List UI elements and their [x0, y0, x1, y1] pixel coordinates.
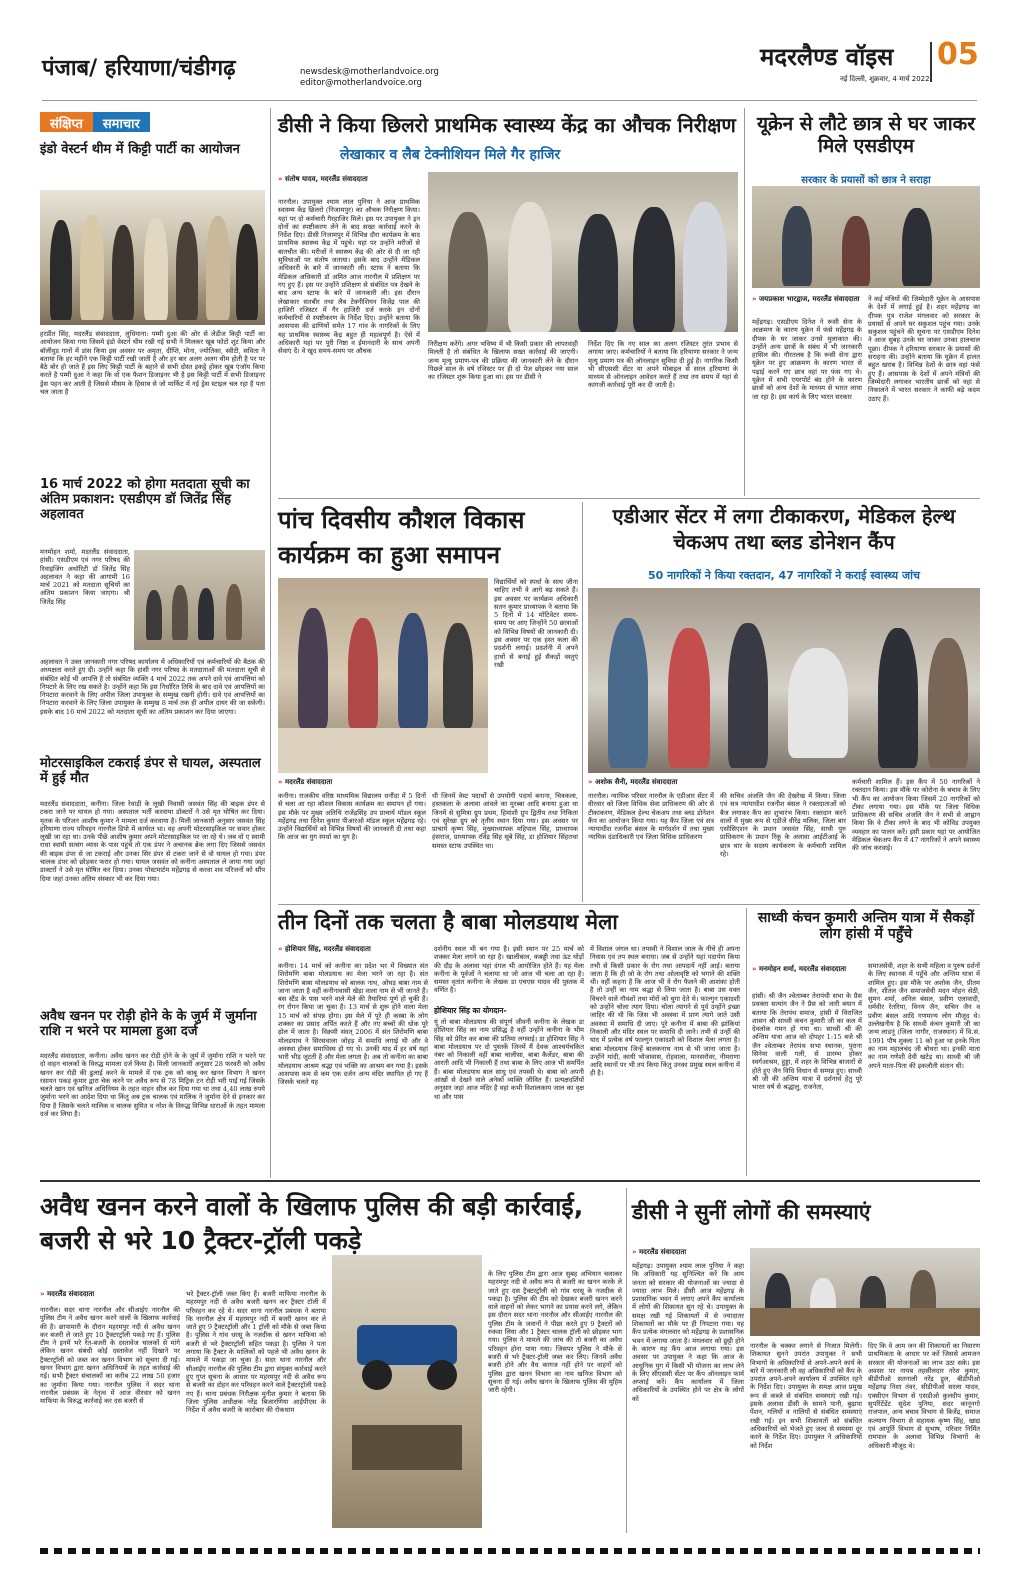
skill-side: विद्यार्थियों को स्पर्धा के साथ जीना चाहिए तभी वे आगे बढ़ सकते हैं। इस अवसर पर कार्यक्रम अधिकारी सतन कुमार प्राध्यापक ने बताया कि 5 दिनों में 14 मोटिवेटर समय-समय पर आए जिन्होंने 50 छात्राओं को विभिन्न विषयों की जानकारी दी। इस अवसर पर एक हस्त कला की प्रदर्शनी लगाई। प्रदर्शनी में अपने हाथों से बनाई हुई सैकड़ों वस्तुएं रखी	[494, 578, 578, 669]
brief-b3: मदरलैंड संवाददाता, कनीना। जिला रेवाड़ी के लूखी निवासी जसवंत सिंह की बाइक डंपर से टकरा जाने पर घायल हो गया। अस्पताल भर्ती करवाया डॉक्टरों ने उसे मृत घोषित कर दिया। मृतक के परिजन आशीष कुमार ने मामला दर्ज करवाया है। मिली जानकारी अनुसार जसवंत सिंह हरियाणा राज्य परिवहन नारनौल डिपो में कार्यरत था। वह अपनी मोटरसाइकिल पर सवार होकर लूखी जा रहा था। उनके पीछे आशीष कुमार अपने मोटरसाइकिल पर जा रहे थे। जब वो ए स्वामी राधा स्वामी सत्संग व्यास के पास पहुंचे तो एक डंपर ने अचानक ब्रेक लगा दिए जिससे जसवंत की बाइक डंपर से जा टकराई और उनका सिर डंपर से टकरा जाने से वो घायल हो गया। डंपर चालक डंपर को छोड़कर फरार हो गया। घायल जसवंत को कनीना अस्पताल ले जाया गया जहां डाक्टरों ने उसे मृत घोषित कर दिया। उनका पोस्टमार्टम महेंद्रगढ़ से करवा शव परिजनों को सौंप दिया जहां उनका अंतिम संस्कार भी कर दिया गया।	[40, 800, 265, 883]
dc2-col2: नारनौल के चक्कर लगाने से निजात मिलेगी। शिकायत सुनने उपरांत उपायुक्त ने सभी विभागों के अधिकारियों से अपने-अपने कार्य के बारे में जानकारी ली वह अधिकारियों को कैंप के उपरांत अपने-अपने कार्यालय में उपस्थित रहने के निर्देश दिए। उपायुक्त के समक्ष आज प्रमुख रूप से कब्जे से संबंधित समस्याएं रखी गई। इसके अलावा डीसी के सामने पानी, बुढ़ापा पेंशन, गलियों व नालियों से संबंधित समस्याएं रखी गई। इन सभी शिकायतों को संबंधित अधिकारियों को भेजते हुए जल्द से समस्या दूर करने के निर्देश दिए। उपायुक्त ने अधिकारियों को निर्देश	[750, 1342, 862, 1450]
dc2-title: डीसी ने सुनीं लोगों की समस्याएं	[632, 1200, 871, 1224]
brief-h3: मोटरसाइकिल टकराई डंपर से घायल, अस्पताल में हुई मौत	[40, 756, 261, 786]
ukraine-col1: महेंद्रगढ़। एसडीएम दिनेश ने रूसी सेना के आक्रमण के कारण यूक्रेन में फंसे महेंद्रगढ़ के दीपक के घर जाकर उनसे मुलाकात की। उन्होंने अन्य छात्रों के संबंध में भी जानकारी हासिल की। गौरतलब है कि रूसी सेना द्वारा यूक्रेन पर हुए आक्रमण के कारण भारत से पढ़ाई करने गए छात्र वहां पर फंस गए थे। यूक्रेन में सभी एयरपोर्ट बंद होने के कारण छात्रों को अन्य देशों के माध्यम से भारत लाया जा रहा है। इस कार्य के लिए भारत सरकार	[752, 318, 862, 401]
dc-byline: » संतोष यादव, मदरलैंड संवाददाता	[278, 175, 368, 184]
mining-col2: भरे ट्रैक्टर-ट्रॉली जब्त किए हैं। बजरी माफिया नारनौल के महरमपुर नदी से अवैध बजरी खनन कर ट्रैक्टर टॉली में परिवहन कर रहे थे। सदर थाना नारनौल प्रबंधक ने बताया कि नारनौल क्षेत्र में महरमपुर नदी में बजरी खनन कर ले जाते हुए 9 ट्रैक्टरट्रॉली और 1 ट्रॉली को मौके से जब्त किया है। पुलिस ने गांव धरसू के नजदीक से खनन माफिया को बजरी से भरे ट्रैक्टरट्रॉली सहित पकड़ा है। पुलिस ने पता लगाया कि ट्रैक्टर के मालिकों को पहले भी अवैध खनन के मामले में पकड़ा जा चुका है। सदर थाना नारनौल और सीआईए नारनौल की पुलिस टीम द्वारा संयुक्त कार्रवाई करते हुए गुप्त सूचना के आधार पर महरमपुर नदी से अवैध रूप से बजरी का दोहन कर परिवहन करने वाले ट्रैक्टरट्रॉली पकड़े गए हैं। थाना प्रबंधक निरीक्षक मुनीश कुमार ने बताया कि जिला पुलिस अधीक्षक नरेंद्र बिजारणिया आईपीएस के निर्देश में अवैध बजरी के कारोबार की रोकथाम	[186, 1290, 326, 1415]
kitty-party-photo	[40, 190, 265, 325]
header-divider	[930, 42, 932, 82]
adr-byline: » अशोक सैनी, मदरलैंड संवाददाता	[588, 778, 677, 787]
meeting-photo	[134, 550, 265, 650]
adr-col3: कर्मचारी शामिल हैं। इस कैंप में 50 नागरिकों ने रक्तदान किया। इस मौके पर कोरोना के बचाव के लिए भी कैंप का आयोजन किया जिसमें 20 नागरिकों को टीका लगाया गया। इस मौके पर जिला विधिक प्राधिकरण की सचिव अंजलि जैन ने सभी से आह्वान किया कि वे टीका लगने के बाद भी कोविड उपयुक्त व्यवहार का पालन करें। इसी प्रकार यहां पर आयोजित मेडिकल चेकअप कैंप में 47 नागरिकों ने अपने स्वास्थ्य की जांच करवाई।	[852, 778, 980, 853]
adr-subtitle: 50 नागरिकों ने किया रक्तदान, 47 नागरिकों ने कराई स्वास्थ्य जांच	[648, 569, 920, 582]
mid-rule-1	[278, 498, 980, 499]
brief-h1: इंडो वेस्टर्न थीम में किट्टी पार्टी का आयोजन	[40, 142, 240, 157]
mining-col1: नारनौल। सदर थाना नारनौल और सीआईए नारनौल की पुलिस टीम ने अवैध खनन करने वालों के खिलाफ कार्रवाई की है। छापामारी के दौरान महरमपुर नदी से अवैध खनन कर बजरी ले जाते हुए 10 ट्रैक्टरट्रॉली पकड़े गए हैं। पुलिस टीम ने इनमें भरे रेत-बजरी के दस्तावेज चालकों से मांगे लेकिन खनन संबंधी कोई दस्तावेज नहीं दिखाने पर ट्रैक्टरट्रॉली को जब्त कर खनन विभाग को सूचना दी गई। खनन विभाग द्वारा खनन अधिनियमों के तहत कार्रवाई की गई। सभी ट्रैक्टर संचालकों का करीब 22 लाख 50 हजार का जुर्माना किया गया। नारनौल पुलिस ने सदर थाना नारनौल प्रबंधक के नेतृत्व में आज वीरवार को खनन माफिया के विरुद्ध कार्रवाई कर दस बजरी से	[40, 1306, 180, 1406]
section-title: पंजाब/ हरियाणा/चंडीगढ़	[42, 56, 236, 81]
sadhvi-col1: हांसी। श्री जैन श्वेताम्बर तेरापंथी सभा के प्रैस प्रवक्ता सत्यांग जैन ने प्रैस को जारी बयान में बताया कि तेरापंथ समाज, हांसी में विराजित शासन श्री साध्वी कंचन कुमारी जी का कल में देवलोक गमन हो गया था। साध्वी श्री की अन्तिम यात्रा आज को दोपहर 1:15 बजे श्री जैन श्वेताम्बर तेरापंथ सभा स्थानक, पुराना सिनेमा वाली गली, से प्रारम्भ होकर स्वर्गआश्रम, हुड्डा, में शहर के विभिन्न बाजारों से होते हुए जैन विधि विधान से सम्पन्न हुए। साध्वी श्री जी की अन्तिम यात्रा में दर्शनार्थ हेतु पूरे भारत वर्ष से श्रद्धालु, राजनेता,	[752, 992, 862, 1092]
ukraine-photo	[752, 186, 980, 288]
sadhvi-col2: समाजसेवी, शहर के सभी महिला व पुरुष दर्शनों के लिए स्थानक में पहुँचे और अन्तिम यात्रा में शामिल हुए। इस मौके पर अशोक जैन, प्रीतम जैन, शीतल जैन समाजसेवी मदन मोहन सेठी, सुमन शर्मा, अनिल बंसल, प्रवीण एलावादी, धर्मवीर रेतरिया, विनय जैन, सचिन जैन व प्रवीण बंसल आदि गणमान्य लोग मौजूद थे। उल्लेखनीय है कि साध्वी कंचन कुमारी जी का जन्म लाडनूं (जिला नागौर, राजस्थान) में वि.सं. 1991 पौष शुक्ला 11 को हुआ था इनके पिता का नाम महालचंद जी बोथरा था। इनकी माता का नाम गणेशी देवी खटेड़ था। साध्वी श्री जी अपने माता-पिता की इकलौती संतान थी।	[868, 962, 980, 1070]
dc2-photo	[750, 1248, 980, 1336]
header-rule	[42, 100, 977, 101]
skill-title: पांच दिवसीय कौशल विकास कार्यक्रम का हुआ समापन	[278, 506, 525, 569]
brief-b4: मदरलैंड संवाददाता, कनीना। अवैध खनन कर रोड़ी होने के के जुर्म में जुर्माना राशि न भरने पर दो वाहन चालकों के विरुद्ध मामला दर्ज किया है। मिली जानकारी अनुसार 28 फरवरी को अवैध खनन कर रोड़ी की ढुलाई करने के मामले में एक ट्रक को काबू कर खनन विभाग ने खनन रसायन पकड़ कुमार द्वारा चेक करने पर अवैध रूप से 78 मिट्रिक टन रोड़ी भरी पाई गई जिसके चलते खान एवं खनिज अधिनियम के तहत वाहन सील कर दिया गया था तथा 4,40 लाख रुपये जुर्माना भरने का आदेश दिया था किंतु अब ट्रक चालक एवं मालिक ने जुर्माना देने से इनकार कर दिया है जिसके चलते मालिक व चालक सुमित व नरेश के विरुद्ध विभिन्न धाराओं के तहत मामला दर्ज कर लिया है।	[40, 1052, 265, 1119]
mela-col4: में विशाल जंगल था। तपस्वी ने विशाल जाल के नीचे ही अपना निवास एवं तप स्थल बनाया। जब से उन्होंने यहां पदार्पण किया तभी से किसी प्रकार के रोग तथा आपदायें नहीं आई। बताया जाता है कि ही जो के रोग तथा ओलावृष्टि को भगाने की शक्ति थी। वहीं कहना है कि आज भी वे रोग फैलने की आशंका होती है तो उन्हीं का नाम श्रद्धा से लिया जाता है। बाबा उस वक्त विचरने वाले गौवंशों तथा मोरों को चुगा देते थे। फाल्गुन एकादशी को उन्होंने चोला त्याग दिया। चोला त्यागने से पूर्व उन्होंने इच्छा जाहिर की थी कि जिस भी अवस्था में प्राण त्यागे जाते उसी अवस्था में समाधि दी जाए। पूरे कनीना में बाबा की झांकियां निकाली और मंदिर स्थल पर समाधि दी जाने। तभी से उन्हीं की याद में प्रत्येक वर्ष फाल्गुन एकादशी को विशाल मेला लगता है। बाबा मोलडयाथ जिन्हें बालकनाथ नाम से भी जाना जाता है। उन्होंने मांदी, कायी भोजावास, रोहवाला, मानसरोवर, नीमराणा आदि स्थानों पर भी तप किया किंतु उनका प्रमुख स्थल कनीना में ही है।	[590, 945, 740, 1078]
mela-sub2: होशियार सिंह का योगदान-	[434, 1006, 507, 1015]
ukraine-subtitle: सरकार के प्रयासों को छात्र ने सराहा	[801, 175, 931, 186]
brief-column-rule	[270, 108, 271, 1178]
mela-byline: » होशियार सिंह, मदरलैंड संवाददाता	[278, 945, 371, 954]
mela-col1: कनीना। 14 मार्च को कनीना का प्रदेश भर में विख्यात संत शिरोमणि बाबा मोलडयाथ का मेला भरने जा रहा है। संत शिरोमणि बाबा मोलडयाथ को बालक नाथ, ओघड़ बाबा नाम से जाना जाता है वहीं कनीनावासी खेड़ा वाला नाम से भी जानते हैं। बस स्टैंड के पास भरने वाले मेले की तैयारियां पूर्ण हो चुकी हैं। रंग रोगन किया जा चुका है। 13 मार्च से शुरू होने वाला मेला 15 मार्च को संपन्न होगा। इस मेले में पूरे ही कस्बा के लोग शक्कर का प्रसाद अर्पित करते हैं और नए बच्चों की धोक पूरे ढ़ोल में जाता है। विक्रमी संवत् 2006 में संत शिरोमणि बाबा मोलडयाथ ने सिरसवाला जोहड़ में समाधि लगाई थी और वे अवस्था होकर समाधिस्थ हो गए थे। उनकी याद में हर वर्ष यहां भारी भीड़ जुटती है और मेला लगता है। अब तो कनीना का बाबा मोलडयाथ आश्रम श्रद्धा एवं भक्ति का आश्रम बन गया है। इसके आसपास कम से कम एक दर्जन अन्य मंदिर स्थापित हो गए हैं जिसके चलते यह	[278, 962, 428, 1087]
dc-col1: नारनौल। उपायुक्त श्याम लाल पुनिया ने आज प्राथमिक स्वास्थ्य केंद्र छिलरो (निजामपुर) का औचक निरीक्षण किया। यहां पर दो कर्मचारी गैरहाजिर मिले। इस पर उपायुक्त ने इन दोनों का स्पष्टीकरण लेने के बाद सख्त कार्रवाई करने के निर्देश दिए। डीसी निजामपुर में विभिन्न दौरा कार्यक्रम के बाद प्राथमिक स्वास्थ्य केंद्र में पहुंचे। यहां पर उन्होंने मरीजों से बातचीत की। मरीजों ने स्वास्थ्य केंद्र की ओर से दी जा रही सुविधाओं पर संतोष जताया। इसके बाद उन्होंने मेडिकल अधिकारी के बारे में जानकारी ली। स्टाफ ने बताया कि मेडिकल अधिकारी डॉ अमित आज नारनौल में प्रशिक्षण पर गए हुए हैं। इस पर उन्होंने प्रशिक्षण से संबंधित पत्र देखने के बाद अन्य स्टाफ के बारे में जानकारी ली। इस दौरान लेखाकार सतबीर तथा लैब टेक्नीशियन विजेंद्र पाल की हाजिरी रजिस्टर में गैर हाजिरी दर्ज करके इन दोनों कर्मचारियों से स्पष्टीकरण के निर्देश दिए। उन्होंने बताया कि आसपास की ढाणियों समेत 17 गांव के नागरिकों के लिए यह प्राथमिक स्वास्थ्य केंद्र बहुत ही महत्वपूर्ण है। ऐसे में अधिकारी यहां पर पूरी निष्ठा व ईमानदारी के साथ अपनी सेवाएं दें। वे खुद समय-समय पर औचक	[278, 198, 420, 356]
sadhvi-byline: » मनमोहन शर्मा, मदरलैंड संवाददाता	[752, 965, 862, 974]
print-color-strip	[40, 1548, 980, 1554]
skill-col2: थी जिनमें वेस्ट पदार्थों से उपयोगी पदार्थ बनाना, चित्रकला, हस्तकला के अलावा आंवले का मुरब्बा आदि बनाया हुआ था जिनमें से सुमित्रा ग्रुप प्रथम, हिमांशी ग्रुप द्वितीय तथा निकिता एवं सुरेखा ग्रुप को तृतीय स्थान दिया गया। इस अवसर पर प्राचार्य कृष्ण सिंह, मुख्याध्यापक महिपाल सिंह, प्राध्यापक हंसराज, प्राध्यापक रविंद्र सिंह सूबे सिंह, डा होशियार सिंहतथा समस्त स्टाफ उपस्थित था।	[432, 792, 578, 850]
adr-col2: की सचिव अंजलि जैन की देखरेख में किया। जिला एवं सत्र न्यायाधीश रजनीश बंसल ने रक्तदाताओं को बैज लगाकर कैंप का शुभारंभ किया। रक्तदान करने वालों में मुख्य रूप से एडीजे वीरेंद्र मलिक, जिला बार एसोसिएशन के प्रधान जसवंत सिंह, साथी पुरु प्राधिकरण के प्रधान रिंकू के अलावा आईटीआई के छात्र थार के सदस्य कार्यकरण के कर्मचारी शामिल रहे।	[720, 792, 846, 859]
dc-column-rule	[744, 108, 745, 496]
skill-rule	[582, 502, 583, 902]
bottom-rule	[40, 1180, 980, 1182]
mela-rule	[746, 908, 747, 1176]
dc-subtitle: लेखाकार व लैब टेक्नीशियन मिले गैर हाजिर	[340, 147, 561, 163]
brief-b2a: मनमोहन शर्मा, मदरलैंड संवाददाता, हांसी। एसडीएम एवं नगर परिषद की रिवाइजिंग अथॉरिटी डॉ जितेंद्र सिंह अहलावत ने कहा की आगामी 16 मार्च 2021 को मतदाता सूचियों का अंतिम प्रकाशन किया जाएगा। श्री जितेंद्र सिंह	[40, 548, 130, 606]
mela-title: तीन दिनों तक चलता है बाबा मोलडयाथ मेला	[278, 910, 618, 934]
paper-name: मदरलैण्ड वॉइस	[760, 43, 894, 71]
dc2-col3: दिए कि वे आम जन की शिकायतों का निवारण प्राथमिकता के आधार पर करें जिससे आमजन सरकार की योजनाओं का लाभ उठा सके। इस अवसर पर नायब तहसीलदार नरेश कुमार, बीडीपीओ सतनाली नरेंद्र डूल, बीडीपीओ महेंद्रगढ़ निशा तंवर, सीडीपीओ सरला यादव, एक्सीएन विभाग से एसडीओ कुलदीप कुमार, सुपरिंटेंडेंट सुदेश पुनिया, सदर कानूनगो राजपाल, अन्य बचाव विभाग से बिजेंद्र, समाज कल्याण विभाग से सहायक कृष्ण सिंह, खाद्य एवं आपूर्ति विभाग से सुभाष, परिवार निर्मित रामपाल के अलावा विभिन्न विभागों के अधिकारी मौजूद थे।	[868, 1342, 980, 1450]
issue-date: नई दिल्ली, शुक्रवार, 4 मार्च 2022	[840, 75, 930, 83]
adr-photo	[588, 588, 980, 773]
ukraine-title: यूक्रेन से लौटे छात्र से घर जाकर मिले एसडीएम	[756, 113, 976, 157]
ukraine-byline: » जयप्रकाश भारद्वाज, मदरलैंड संवाददाता	[752, 295, 862, 304]
skill-byline: » मदरलैंड संवाददाता	[278, 778, 332, 787]
email-editor[interactable]: editor@motherlandvoice.org	[300, 78, 422, 88]
dc-col3: निर्देश दिए कि नए साल का अलग रजिस्टर तुरंत प्रभाव से लगाया जाए। कर्मचारियों ने बताया कि हरियाणा सरकार ने जन्म मृत्यु प्रमाण पत्र की ऑनलाइन सुविधा दी हुई है। नागरिक किसी भी सीएससी सेंटर या अपने मोबाइल से सरल हरियाणा के माध्यम से ऑनलाइन आवेदन करते हैं तथा तय समय में यहां से कागजी कार्रवाई पूरी कर दी जाती है।	[588, 340, 738, 390]
brief-b1: हरप्रीत सिंह, मदरलैंड संवाददाता, लुधियाना: पम्मी दुआ की ओर से लेडीज किट्टी पार्टी का आयोजन किया गया जिसमे इंडो वेस्टर्न थीम रखी गई सभी ने मिलकर खूब फोटो शूट किया और बॉलीवुड गानों में डांस किया इस अवसर पर अमृता, दीप्ति, मोना, ज्योतिका, स्वीटी, सविता ने बताया कि हर महीने एक किट्टी पार्टी रखी जाती है और हर बार अलग अलग थीम होती है पर पर बैठे बोर हो जाते हैं इस लिए किट्टी पार्टी के बहाने से सभी दोस्त इकट्ठे होकर खूब एंजॉय किया करते है पम्मी दुआ ने कहा कि वो एक फैशन डिजाइनर भी है इस किट्टी पार्टी में सभी डिजाइनर ड्रेस पहन कर आती है जिससे मौसम के हिसाब से जो मार्किट में नई ड्रेस स्टाइल चल रहा है पता चल जाता है	[40, 330, 265, 397]
dc2-col1: महेंद्रगढ़। उपायुक्त श्याम लाल पुनिया ने कहा कि अधिकारी यह सुनिश्चित करें कि आम जनता को सरकार की योजनाओं का ज्यादा से ज्यादा लाभ मिले। डीसी आज महेंद्रगढ़ के प्रशासनिक भवन में लगाए अपने कैंप कार्यालय में लोगों की शिकायत सुन रहे थे। उपायुक्त के समक्ष रखी गई शिकायतों में से ज्यादातर शिकायतों का मौके पर ही निपटारा गया। यह कैंप प्रत्येक मंगलवार को महेंद्रगढ़ के प्रशासनिक भवन में लगाया जाता है। मंगलवार को छुट्टी होने के कारण यह कैंप आज लगाया गया। इस अवसर पर उपायुक्त ने कहा कि आज के आधुनिक युग में किसी भी योजना का लाभ लेने के लिए सीएससी सेंटर पर कैंप ऑनलाइन फार्म अप्लाई करें। कैंप कार्यालय में जिला अधिकारियों के उपस्थित होने पर क्षेत्र के लोगों को	[632, 1262, 744, 1403]
skill-col1: कनीना। राजकीय वरिष्ठ माध्यमिक विद्यालय धनौंदा में 5 दिनों से चला आ रहा कौशल विकास कार्यक्रम का समापन हो गया। इस मौके पर मुख्य अतिथि राजेंद्रसिंह उप प्राचार्य मॉडल स्कूल महेंद्रगढ़ तथा दिनेश कुमार पीआरओ मॉडल स्कूल महेंद्रगढ़ रहे। उन्होंने विद्यार्थियों को विभिन्न विषयों की जानकारी दी तथा कहा कि आज का युग स्पर्धा का युग है।	[278, 792, 426, 842]
mela-col3: यूं तो बाबा मोलडयाथ की संपूर्ण जीवनी कनीना के लेखक डा होशियार सिंह का नाम प्रसिद्ध है वहीं उन्होंने कनीना के भीम सिंह को प्रेरित कर बाबा की प्रतिमा लगवाई। डा होशियार सिंह ने बाबा मोलडयाथ पर दो पुस्तकें जिनमें मैं देवक आश्चर्यचकित नंबर को निकाली वहीं बाबा चालीसा, बाबा कैलेंडर, बाबा की आरती आदि भी निकाली हैं तथा बाबा के लिए आज भी समर्पित हैं। बाबा मोलडयाथ बाल साधु एवं तपस्वी थे। बाबा को अपनी आंखों से देखने वाले अनेकों व्यक्ति जीवित हैं। प्रत्यक्षदर्शियों अनुसार जहां आज मंदिर है वहां कभी विशालकाय जाल का वृक्ष था और पास	[434, 1018, 584, 1101]
skill-photo	[278, 578, 488, 773]
mining-byline: » मदरलैंड संवाददाता	[40, 1290, 94, 1299]
mining-title: अवैध खनन करने वालों के खिलाफ पुलिस की बड़ी कार्रवाई, बजरी से भरे 10 ट्रैक्टर-ट्रॉली पकड़े	[40, 1192, 584, 1255]
dc-inspection-photo	[428, 172, 738, 332]
adr-col1: नारनौल। न्यायिक परिसर नारनौल के एडीआर सेंटर में वीरवार को जिला विधिक सेवा प्राधिकरण की ओर से टीकाकरण, मेडिकल हेल्थ चेकअप तथा ब्लड डोनेशन कैंप का आयोजन किया गया। यह कैंप जिला एवं सत्र न्यायाधीश रजनीश बंसल के मार्गदर्शन में तथा मुख्य न्यायिक दंडाधिकारी एवं जिला विधिक प्राधिकरण	[588, 792, 714, 842]
email-newsdesk[interactable]: newsdesk@motherlandvoice.org	[300, 67, 439, 77]
brief-tag-2: समाचार	[93, 112, 150, 132]
dc-col2: निरीक्षण करेंगे। अगर भविष्य में भी किसी प्रकार की लापरवाही मिलती है तो संबंधित के खिलाफ सख्त कार्रवाई की जाएगी। जन्म मृत्यु प्रमाण-पत्र की प्रक्रिया की जानकारी लेने के दौरान पिछले साल के वर्ष रजिस्टर पर ही दो पेज छोड़कर नया साल का रजिस्टर शुरू किया हुआ था। इस पर डीसी ने	[428, 340, 578, 382]
ukraine-col2: ने कई मंत्रियों की जिम्मेदारी यूक्रेन के आसपास के देशों में लगाई हुई है। शहर महेंद्रगढ़ का दीपक पुत्र राजेश मंगलवार को सरकार के प्रयासों से अपने घर सकुशल पहुंच गया। उनके सकुशल पहुंचने की सूचना पर एसडीएम दिनेश ने आज सुबह उनके घर जाकर उनका हालचाल पूछा। दीपक ने हरियाणा सरकार के प्रयासों की सराहना की। उन्होंने बताया कि यूक्रेन में हालत बहुत खराब है। विभिन्न देशों के छात्र वहां फंसे हुए हैं। आसपास के देशों में अपने मंत्रियों की जिम्मेदारी लगाकर भारतीय छात्रों को वहां से निकालने में भारत सरकार ने काफी बढ़े कदम उठाए हैं।	[868, 295, 980, 403]
brief-h2: 16 मार्च 2022 को होगा मतदाता सूची का अंतिम प्रकाशन: एसडीएम डॉ जितेंद्र सिंह अहलावत	[40, 477, 250, 522]
mela-col2: दर्शनीय स्थल भी बन गया है। इसी स्थान पर 25 मार्च को शक्कर मेला लगने जा रहा है। खालीबाल, कबड्डी तथा ऊंट घोड़ों की दौड़ के अलावा यहां दंगल भी आयोजित होते हैं। यह मेला कनीना के पूर्वजों ने चलाया था जो आज भी चला आ रहा है। समस्त वृतांत कनीना के लेखक डा एचएस यादव की पुस्तक में वर्णित है।	[434, 945, 584, 995]
brief-tag	[40, 112, 150, 132]
sadhvi-title: साध्वी कंचन कुमारी अन्तिम यात्रा में सैकड़ों लोग हांसी में पहुँचे	[757, 910, 975, 943]
page-number: 05	[937, 37, 979, 72]
adr-title: एडीआर सेंटर में लगा टीकाकरण, मेडिकल हेल्थ चेकअप तथा ब्लड डोनेशन कैंप	[612, 504, 956, 554]
brief-b2b: अहलावत ने उक्त जानकारी नगर परिषद कार्यालय में अधिकारियों एवं कर्मचारियों की बैठक की अध्यक्षता करते हुए दी। उन्होंने कहा कि हांसी नगर परिषद के मतदाताओं की मतदाता सूची से संबंधित कोई भी आपत्ति है तो संबंधित व्यक्ति 4 मार्च 2022 तक अपने दावे एवं आपत्तियां को निपटारे के लिए रख सकते है। उन्होंने कहा कि इस निर्धारित तिथि के बाद दावे एवं आपत्तियों का निपटारा करवाने के लिए अपील जिला उपायुक्त के सम्मुख रखनी होगी। दावे एवं आपत्तियों का निपटारा करवाने के लिए जिला उपायुक्त के सम्मुख 8 मार्च तक ही अपील दायर की जा सकेगी। इसके बाद 16 मार्च 2022 को मतदाता सूची का अंतिम प्रकाशन कर दिया जाएगा।	[40, 658, 265, 716]
brief-h4: अवैध खनन पर रोड़ी होने के के जुर्म में जुर्माना राशि न भरने पर मामला हुआ दर्ज	[40, 1009, 257, 1039]
tractor-photo	[332, 1255, 482, 1528]
dc2-byline: » मदरलैंड संवाददाता	[632, 1248, 686, 1257]
mid-rule-2	[278, 904, 980, 905]
dc-title: डीसी ने किया छिलरो प्राथमिक स्वास्थ्य केंद्र का औचक निरीक्षण	[278, 113, 736, 137]
brief-tag-1: संक्षिप्त	[40, 112, 93, 132]
mining-rule	[626, 1188, 627, 1533]
mining-col3: के लिए पुलिस टीम द्वारा आज सुबह अभियान चलाकर महरमपुर नदी से अवैध रूप से बजरी का खनन करके ले जाते हुए दस ट्रैक्टरट्रॉली को गांव धरसू के नजदीक से पकड़ा है। पुलिस की टीम को देखकर बजरी खनन करने वाले वाहनों को लेकर भागने का प्रयास करने लगे, लेकिन इस दौरान सदर थाना नारनौल और सीआईए नारनौल की पुलिस टीम के जवानों ने पीछा करते हुए 9 ट्रैक्टरों को रुकवा लिया और 1 ट्रैक्टर चालक ट्रॉली को छोड़कर भाग गया। पुलिस ने मामले की जांच की तो बजरी का अवैध परिवहन होना पाया गया। जिसपर पुलिस ने मौके से बजरी से भरे ट्रैक्टर-ट्रॉली जब्त कर लिए। जिनमें अवैध बजरी होने और वैध कागज नहीं होने पर वाहनों को पुलिस द्वारा खनन विभाग का नाम खनिज विभाग को सूचना दी गई। अवैध खनन के खिलाफ पुलिस की मुहिम जारी रहेगी।	[488, 1270, 622, 1395]
